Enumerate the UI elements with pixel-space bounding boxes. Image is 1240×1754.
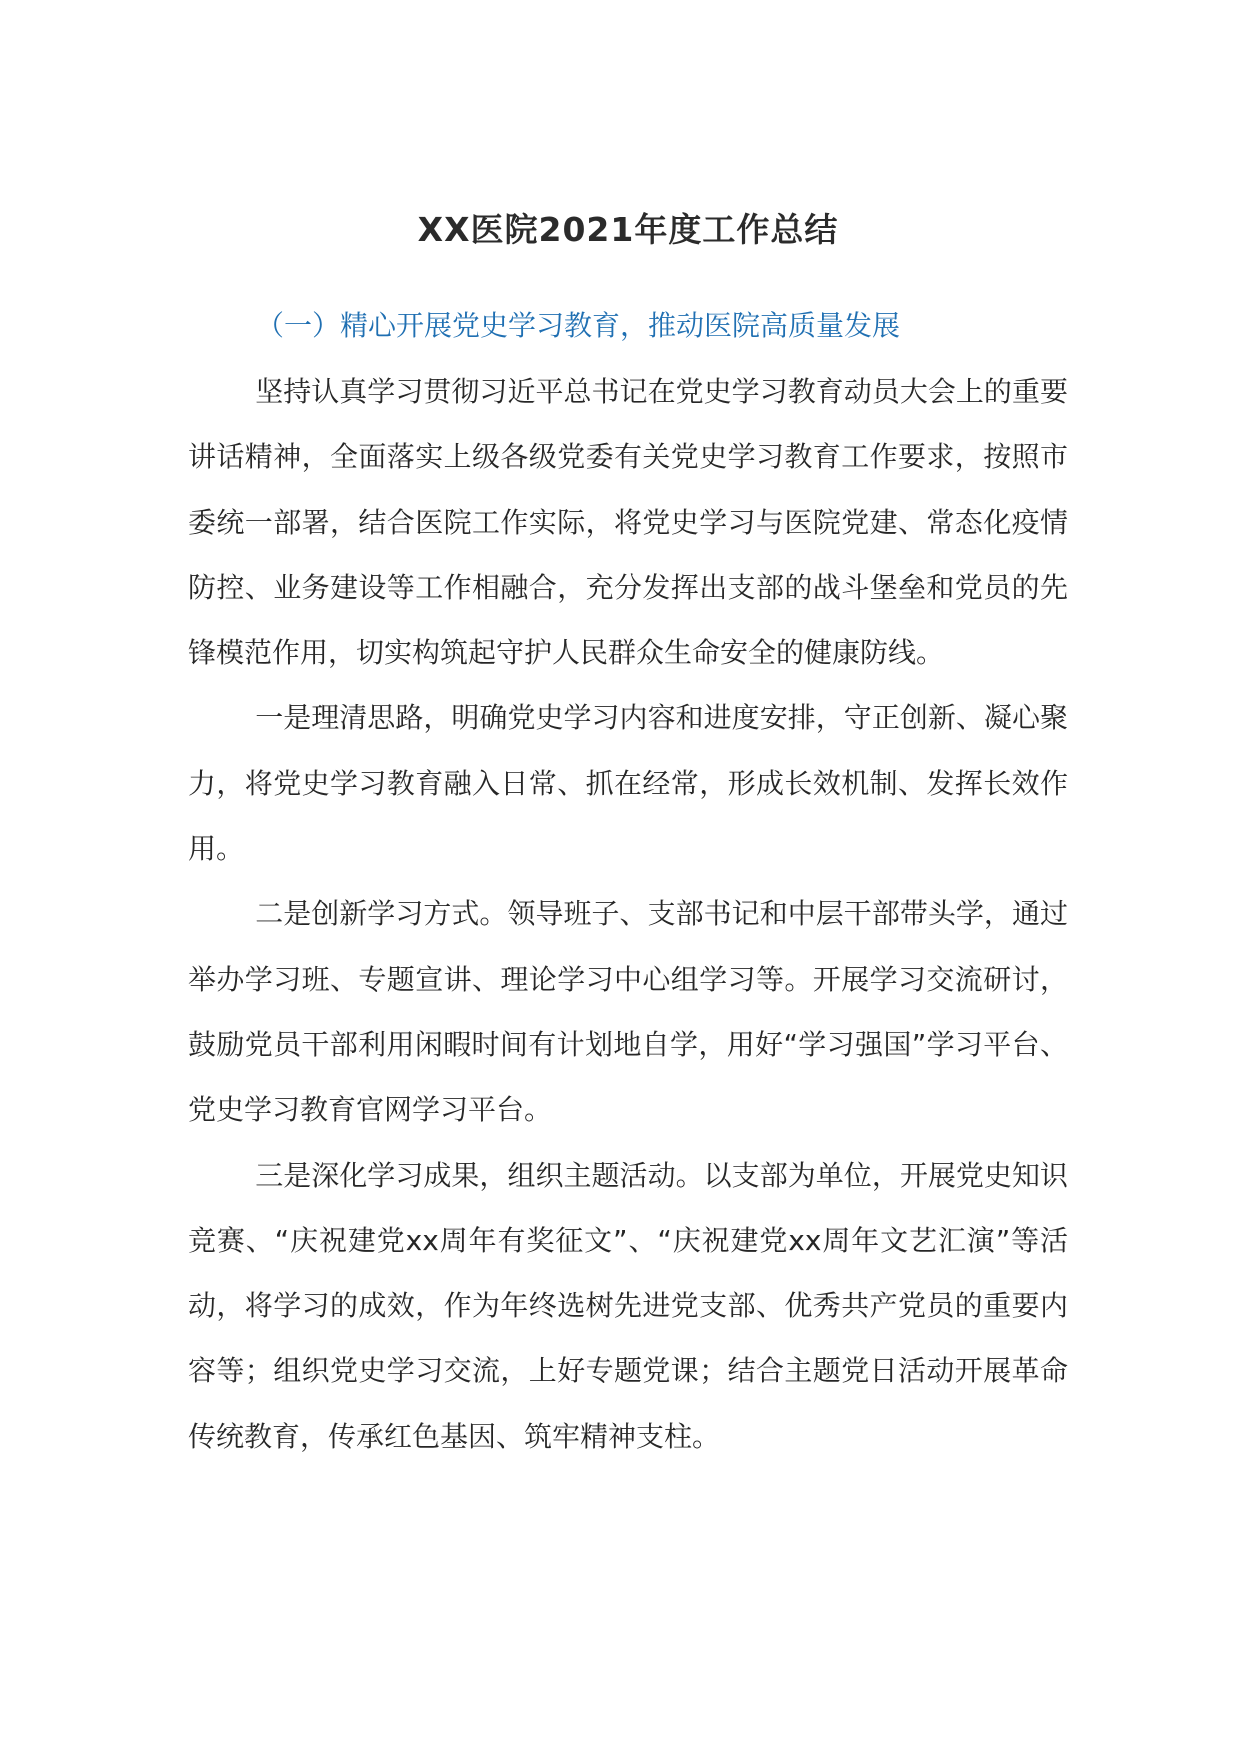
paragraph-point-two: 二是创新学习方式。领导班子、支部书记和中层干部带头学，通过举办学习班、专题宣讲、理论学习中心组学习等。开展学习交流研讨，鼓励党员干部利用闲暇时间有计划地自学，用好“学习强国”学习平台、党史学习教育官网学习平台。 — [188, 897, 1068, 1127]
paragraph-point-one: 一是理清思路，明确党史学习内容和进度安排，守正创新、凝心聚力，将党史学习教育融入日常、抓在经常，形成长效机制、发挥长效作用。 — [188, 701, 1068, 866]
document-body — [188, 205, 1068, 1469]
paragraph-point-three: 三是深化学习成果，组织主题活动。以支部为单位，开展党史知识竞赛、“庆祝建党xx周年有奖征文”、“庆祝建党xx周年文艺汇演”等活动，将学习的成效，作为年终选树先进党支部、优秀共产党员的重要内容等；组织党史学习交流，上好专题党课；结合主题党日活动开展革命传统教育，传承红色基因、筑牢精神支柱。 — [188, 1158, 1068, 1453]
document-title: XX医院2021年度工作总结 — [417, 210, 839, 249]
paragraph-intro: 坚持认真学习贯彻习近平总书记在党史学习教育动员大会上的重要讲话精神，全面落实上级各级党委有关党史学习教育工作要求，按照市委统一部署，结合医院工作实际，将党史学习与医院党建、常态化疫情防控、业务建设等工作相融合，充分发挥出支部的战斗堡垒和党员的先锋模范作用，切实构筑起守护人民群众生命安全的健康防线。 — [188, 375, 1068, 670]
section-heading: （一）精心开展党史学习教育，推动医院高质量发展 — [256, 309, 901, 342]
